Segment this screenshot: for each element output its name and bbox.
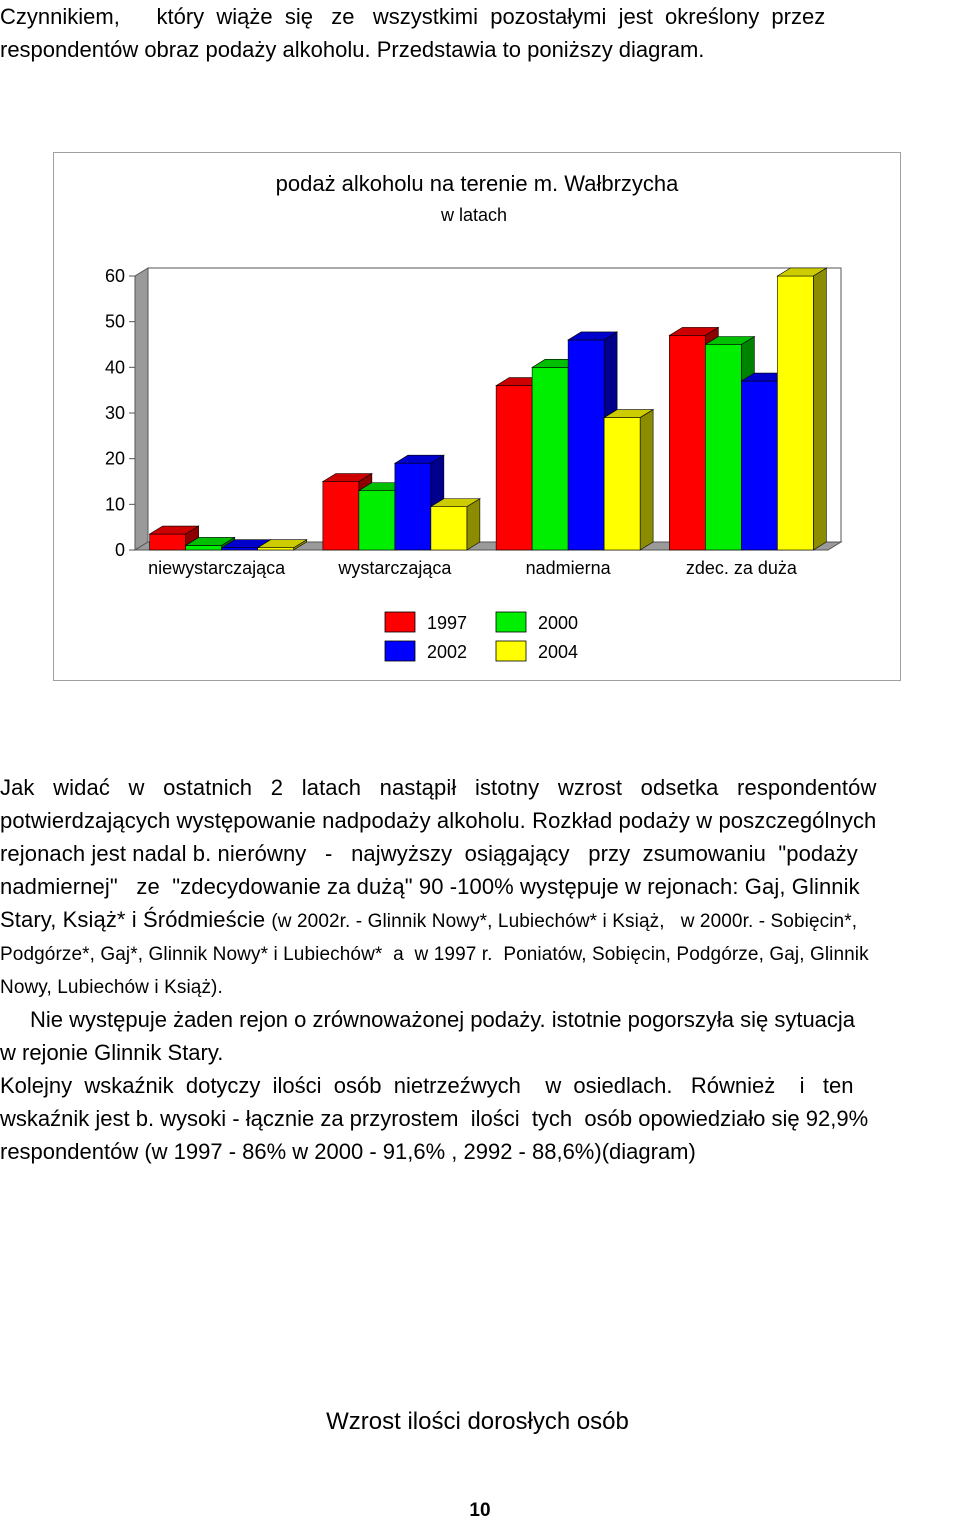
legend-label: 2002 (427, 642, 468, 662)
bar (741, 381, 777, 550)
bar-chart (53, 152, 901, 681)
analysis-parenthetical: (w 2002r. - Glinnik Nowy*, Lubiechów* i Książ, w 2000r. - Sobięcin*, (271, 911, 858, 932)
legend-swatch (385, 612, 415, 632)
analysis-line (0, 903, 955, 938)
page-number: 10 (469, 1500, 491, 1521)
bar (222, 548, 258, 550)
chart-legend (385, 612, 578, 662)
legend-swatch (496, 641, 526, 661)
analysis-line: potwierdzających występowanie nadpodaży alkoholu. Rozkład podaży w poszczególnych (0, 808, 877, 833)
x-tick-label: niewystarczająca (148, 558, 286, 578)
bar (669, 335, 705, 550)
y-tick-label: 50 (104, 311, 125, 332)
legend-swatch (496, 612, 526, 632)
analysis-text: Nie występuje żaden rejon o zrównoważonej podaży. istotnie pogorszyła się sytuacja (30, 1007, 856, 1032)
analysis-text: Stary, Książ* i Śródmieście (0, 907, 272, 932)
bar (359, 491, 395, 550)
legend-swatch (385, 641, 415, 661)
legend-label: 1997 (427, 613, 468, 633)
bar (604, 418, 640, 550)
analysis-line: w rejonie Glinnik Stary. (0, 1040, 224, 1065)
bar (568, 340, 604, 550)
bar (496, 386, 532, 550)
analysis-line: nadmiernej" ze "zdecydowanie za dużą" 90 -100% występuje w rejonach: Gaj, Glinnik (0, 874, 860, 899)
chart-side-wall (135, 268, 148, 550)
bar (186, 545, 222, 550)
bar (395, 463, 431, 550)
bar-side (640, 410, 653, 550)
y-tick-label: 10 (104, 494, 125, 515)
intro-line-2: respondentów obraz podaży alkoholu. Przedstawia to poniższy diagram. (0, 37, 705, 62)
y-tick-label: 0 (114, 540, 125, 560)
intro-paragraph (0, 0, 955, 66)
bar (258, 548, 294, 550)
analysis-line: Nowy, Lubiechów i Książ). (0, 977, 223, 998)
bar (431, 507, 467, 550)
analysis-line: rejonach jest nadal b. nierówny - najwyższy osiągający przy zsumowaniu "podaży (0, 841, 858, 866)
x-axis-labels (148, 558, 798, 578)
analysis-paragraph-3 (0, 1069, 955, 1168)
bar-side (813, 268, 826, 550)
chart-title: podaż alkoholu na terenie m. Wałbrzycha (275, 171, 679, 196)
x-tick-label: nadmierna (525, 558, 611, 578)
legend-label: 2000 (538, 613, 579, 633)
chart-subtitle: w latach (440, 205, 508, 225)
bar (150, 534, 186, 550)
analysis-line: Podgórze*, Gaj*, Glinnik Nowy* i Lubiechów* a w 1997 r. Poniatów, Sobięcin, Podgórze, Gaj, Glinnik (0, 944, 869, 965)
analysis-line: respondentów (w 1997 - 86% w 2000 - 91,6% , 2992 - 88,6%)(diagram) (0, 1139, 696, 1164)
x-tick-label: wystarczająca (338, 558, 452, 578)
legend-label: 2004 (538, 642, 579, 662)
analysis-paragraph-1 (0, 771, 955, 1004)
analysis-line: Kolejny wskaźnik dotyczy ilości osób nietrzeźwych w osiedlach. Również i ten (0, 1073, 854, 1098)
bar-side (467, 499, 480, 550)
intro-line-1: Czynnikiem, który wiąże się ze wszystkimi pozostałymi jest określony przez (0, 4, 826, 29)
y-tick-label: 30 (104, 403, 125, 423)
y-axis-ticks (105, 266, 135, 560)
x-tick-label: zdec. za duża (685, 558, 797, 578)
bar (777, 276, 813, 550)
y-tick-label: 20 (104, 448, 125, 469)
bar (705, 345, 741, 551)
analysis-line (0, 1003, 955, 1036)
y-tick-label: 40 (104, 357, 125, 378)
bar (323, 482, 359, 551)
bar (532, 367, 568, 550)
analysis-line: Jak widać w ostatnich 2 latach nastąpił istotny wzrost odsetka respondentów (0, 775, 877, 800)
y-tick-label: 60 (104, 266, 125, 286)
analysis-paragraph-2 (0, 1003, 955, 1069)
section-heading: Wzrost ilości dorosłych osób (326, 1408, 629, 1435)
analysis-line: wskaźnik jest b. wysoki - łącznie za przyrostem ilości tych osób opowiedziało się 92,9% (0, 1106, 869, 1131)
